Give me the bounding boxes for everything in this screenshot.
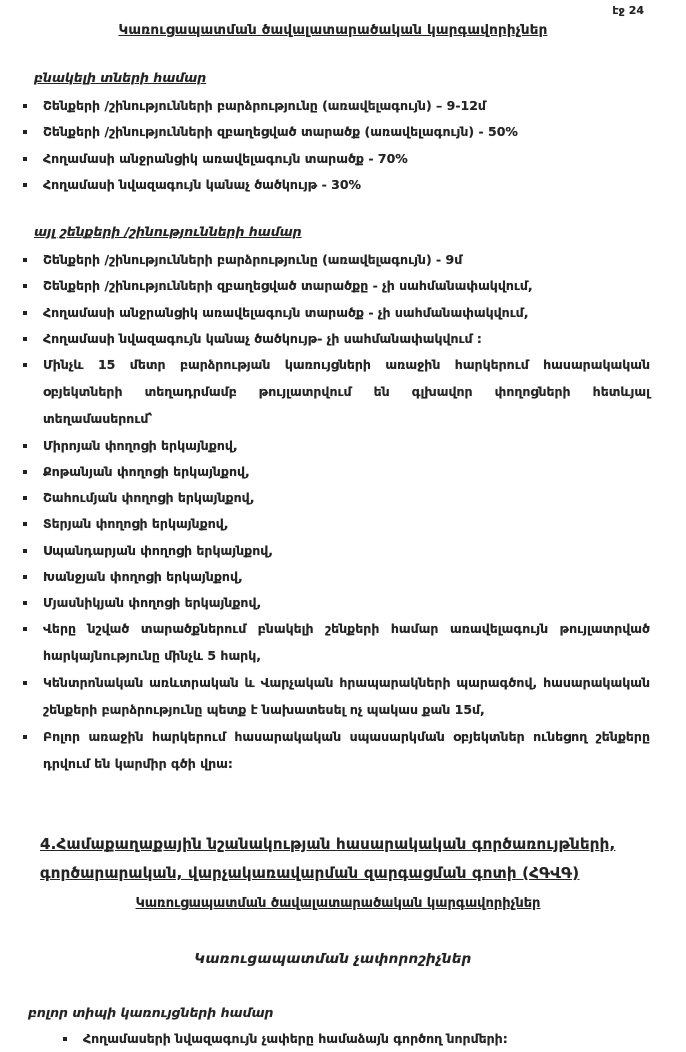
- list-item-street: Տերյան փողոցի երկայնքով,: [16, 511, 650, 537]
- other-buildings-bullet-list: [16, 247, 650, 352]
- general-rules-bullet-list: [16, 352, 650, 778]
- section-4-heading: [40, 830, 636, 912]
- list-item: Հողամասի անջրանցիկ առավելագույն տարածք - չի սահմանափակվում,: [16, 300, 650, 326]
- list-item: Բոլոր առաջին հարկերում հասարակական սպասարկման օբյեկտներ ունեցող շենքերը դրվում են կարմիր գծի վրա:: [16, 724, 650, 778]
- subheading-other-buildings: այլ շենքերի /շինությունների համար: [34, 224, 302, 239]
- residential-bullet-list: [16, 93, 650, 198]
- list-item-street: Խանջյան փողոցի երկայնքով,: [16, 564, 650, 590]
- list-item-street: Մյասնիկյան փողոցի երկայնքով,: [16, 590, 650, 616]
- list-item: Հողամասերի նվազագույն չափերը համաձայն գործող նորմերի:: [56, 1026, 650, 1052]
- list-item: Կենտրոնական առևտրական և Վարչական հրապարակների պարագծով, հասարակական շենքերի բարձրությունը պետք է նախատեսել ոչ պակաս քան 15մ,: [16, 670, 650, 724]
- list-item: Վերը նշված տարածքներում բնակելի շենքերի համար առավելագույն թույլատրված հարկայնությունը մինչև 5 հարկ,: [16, 616, 650, 670]
- list-item-street: Սպանդարյան փողոցի երկայնքով,: [16, 538, 650, 564]
- list-item: Հողամասի անջրանցիկ առավելագույն տարածք - 70%: [16, 146, 650, 172]
- list-item: Հողամասի նվազագույն կանաչ ծածկույթ- չի սահմանափակվում :: [16, 326, 650, 352]
- section-4-heading-line1: 4.Համաքաղաքային նշանակության հասարակական գործառույթների,: [40, 834, 616, 853]
- section-4-heading-line3: Կառուցապատման ծավալատարածական կարգավորիչներ: [135, 896, 541, 912]
- page-number: էջ 24: [612, 4, 644, 17]
- list-item: Շենքերի /շինությունների զբաղեցված տարածք (առավելագույն) - 50%: [16, 119, 650, 145]
- list-item-street: Միրոյան փողոցի երկայնքով,: [16, 433, 650, 459]
- list-item-street: Շահումյան փողոցի երկայնքով,: [16, 485, 650, 511]
- subheading-residential: բնակելի տների համար: [34, 70, 207, 85]
- subheading-all-structures: բոլոր տիպի կառույցների համար: [28, 1005, 274, 1021]
- list-item: Մինչև 15 մետր բարձրության կառույցների առաջին հարկերում հասարակական օբյեկտների տեղադրմամբ թույլատրվում են գլխավոր փողոցների հետևյալ տեղամասերում՝: [16, 352, 650, 433]
- criteria-bullet-list: [16, 1026, 650, 1052]
- list-item-street: Քոթանյան փողոցի երկայնքով,: [16, 459, 650, 485]
- list-item: Շենքերի /շինությունների բարձրությունը (առավելագույն) – 9-12մ: [16, 93, 650, 119]
- criteria-heading: Կառուցապատման չափորոշիչներ: [194, 951, 472, 968]
- section-4-heading-line2: գործարարական, վարչակառավարման զարգացման գոտի (ՀԳՎԳ): [40, 863, 580, 882]
- list-item: Շենքերի /շինությունների բարձրությունը (առավելագույն) - 9մ: [16, 247, 650, 273]
- list-item: Հողամասի նվազագույն կանաչ ծածկույթ - 30%: [16, 172, 650, 198]
- document-title: Կառուցապատման ծավալատարածական կարգավորիչներ: [118, 22, 548, 38]
- list-item: Շենքերի /շինությունների զբաղեցված տարածքը - չի սահմանափակվում,: [16, 273, 650, 299]
